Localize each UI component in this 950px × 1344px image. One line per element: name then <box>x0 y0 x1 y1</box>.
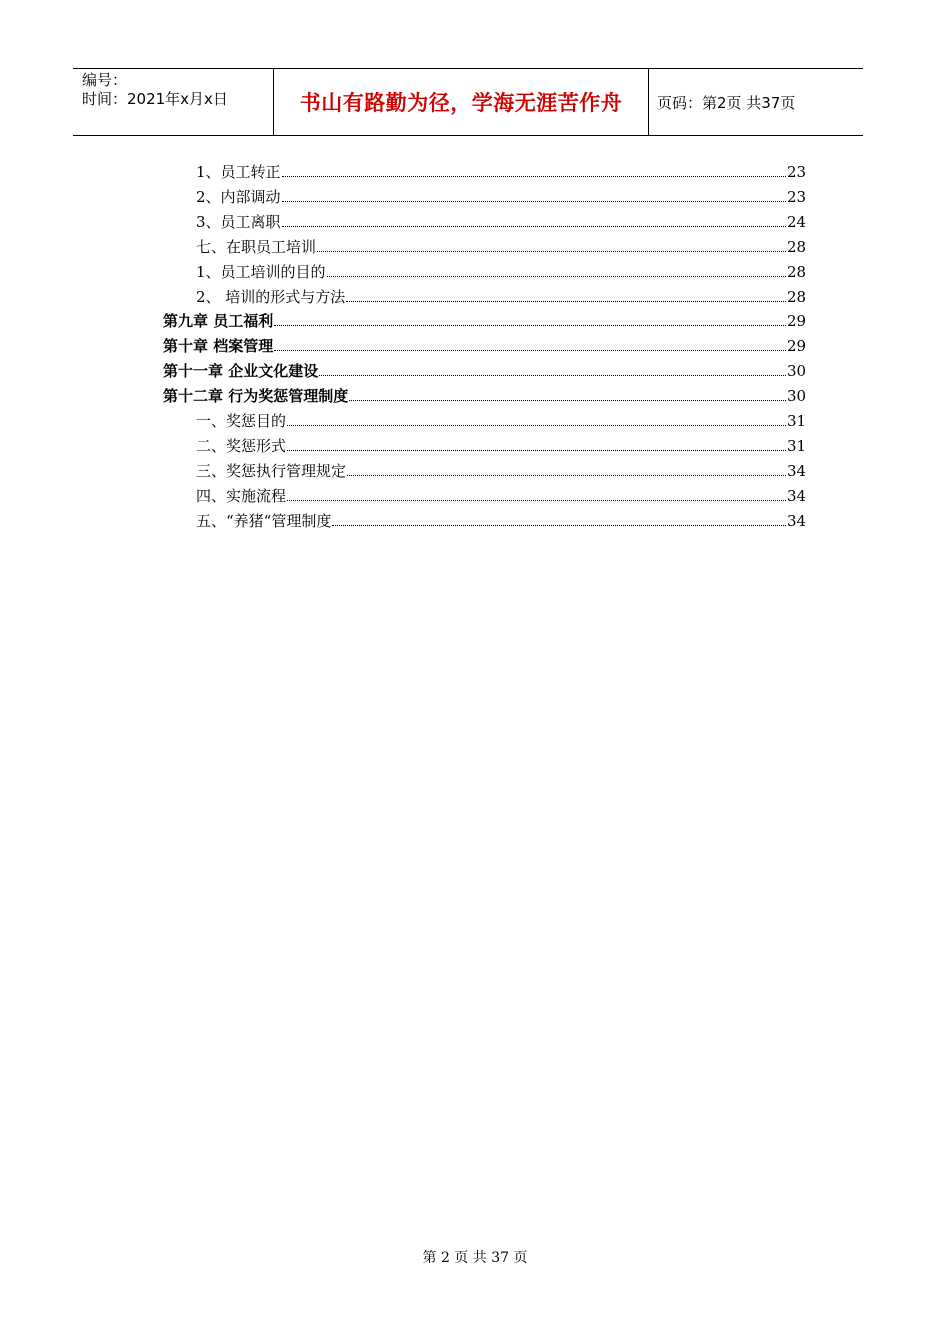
toc-entry-label: 二、奖惩形式 <box>196 436 287 455</box>
toc-entry-page: 34 <box>787 486 807 505</box>
toc-entry[interactable] <box>196 235 805 257</box>
toc-leader-dots <box>327 275 786 277</box>
toc-entry-label: 第九章 员工福利 <box>163 312 274 331</box>
document-time-label: 时间：2021年x月x日 <box>82 90 228 108</box>
toc-leader-dots <box>274 324 786 326</box>
toc-entry-page: 24 <box>787 212 807 231</box>
toc-entry[interactable] <box>163 359 805 381</box>
toc-entry-label: 第十一章 企业文化建设 <box>163 362 319 381</box>
toc-entry-label: 第十章 档案管理 <box>163 337 274 356</box>
toc-leader-dots <box>282 175 786 177</box>
toc-entry-page: 23 <box>787 163 807 181</box>
toc-entry[interactable] <box>163 334 805 356</box>
document-number-label: 编号： <box>82 71 128 89</box>
toc-entry[interactable] <box>196 409 805 431</box>
toc-entry[interactable] <box>196 285 805 307</box>
toc-entry-label: 1、员工转正 <box>196 163 281 181</box>
toc-leader-dots <box>349 399 786 401</box>
toc-entry-label: 三、奖惩执行管理规定 <box>196 461 347 480</box>
header-motto: 书山有路勤为径，学海无涯苦作舟 <box>274 69 649 135</box>
toc-leader-dots <box>274 349 786 351</box>
toc-leader-dots <box>287 424 786 426</box>
toc-entry-page: 23 <box>787 187 807 206</box>
toc-entry-page: 30 <box>787 387 807 406</box>
toc-entry-label: 3、员工离职 <box>196 212 281 231</box>
toc-entry-label: 第十二章 行为奖惩管理制度 <box>163 387 349 406</box>
toc-entry[interactable] <box>196 434 805 456</box>
toc-leader-dots <box>346 300 786 302</box>
toc-entry-page: 29 <box>787 312 807 331</box>
toc-entry-page: 28 <box>787 262 807 281</box>
toc-leader-dots <box>287 449 786 451</box>
toc-entry[interactable] <box>196 459 805 481</box>
toc-leader-dots <box>317 250 786 252</box>
toc-entry[interactable] <box>196 484 805 506</box>
footer-page-number: 第 2 页 共 37 页 <box>422 1250 528 1266</box>
toc-leader-dots <box>282 200 786 202</box>
toc-leader-dots <box>287 499 786 501</box>
toc-entry[interactable] <box>163 309 805 331</box>
page-footer <box>0 1247 950 1267</box>
toc-leader-dots <box>332 524 786 526</box>
toc-entry-label: 四、实施流程 <box>196 486 287 505</box>
toc-entry-page: 34 <box>787 461 807 480</box>
toc-entry-page: 30 <box>787 362 807 381</box>
toc-entry[interactable] <box>163 384 805 406</box>
toc-entry-label: 1、员工培训的目的 <box>196 262 326 281</box>
toc-entry[interactable] <box>196 185 805 207</box>
toc-entry-page: 34 <box>787 511 807 530</box>
toc-entry-label: 五、“养猪“管理制度 <box>196 511 332 530</box>
header-meta-cell <box>73 69 274 135</box>
toc-entry-label: 2、内部调动 <box>196 187 281 206</box>
toc-leader-dots <box>282 225 786 227</box>
toc-entry-page: 28 <box>787 287 807 306</box>
toc-entry[interactable] <box>196 509 805 531</box>
toc-entry-label: 七、在职员工培训 <box>196 237 317 256</box>
toc-entry[interactable] <box>196 210 805 232</box>
toc-entry-label: 一、奖惩目的 <box>196 412 287 430</box>
toc-entry-page: 29 <box>787 337 807 356</box>
toc-entry-page: 31 <box>787 412 807 430</box>
toc-entry-label: 2、 培训的形式与方法 <box>196 287 346 306</box>
header-page-info: 页码：第2页 共37页 <box>657 93 796 112</box>
document-header <box>73 68 863 136</box>
toc-leader-dots <box>347 474 786 476</box>
toc-entry-page: 31 <box>787 436 807 455</box>
toc-entry[interactable] <box>196 260 805 282</box>
toc-entry-page: 28 <box>787 237 807 256</box>
toc-entry[interactable] <box>196 160 805 182</box>
toc-leader-dots <box>319 374 786 376</box>
